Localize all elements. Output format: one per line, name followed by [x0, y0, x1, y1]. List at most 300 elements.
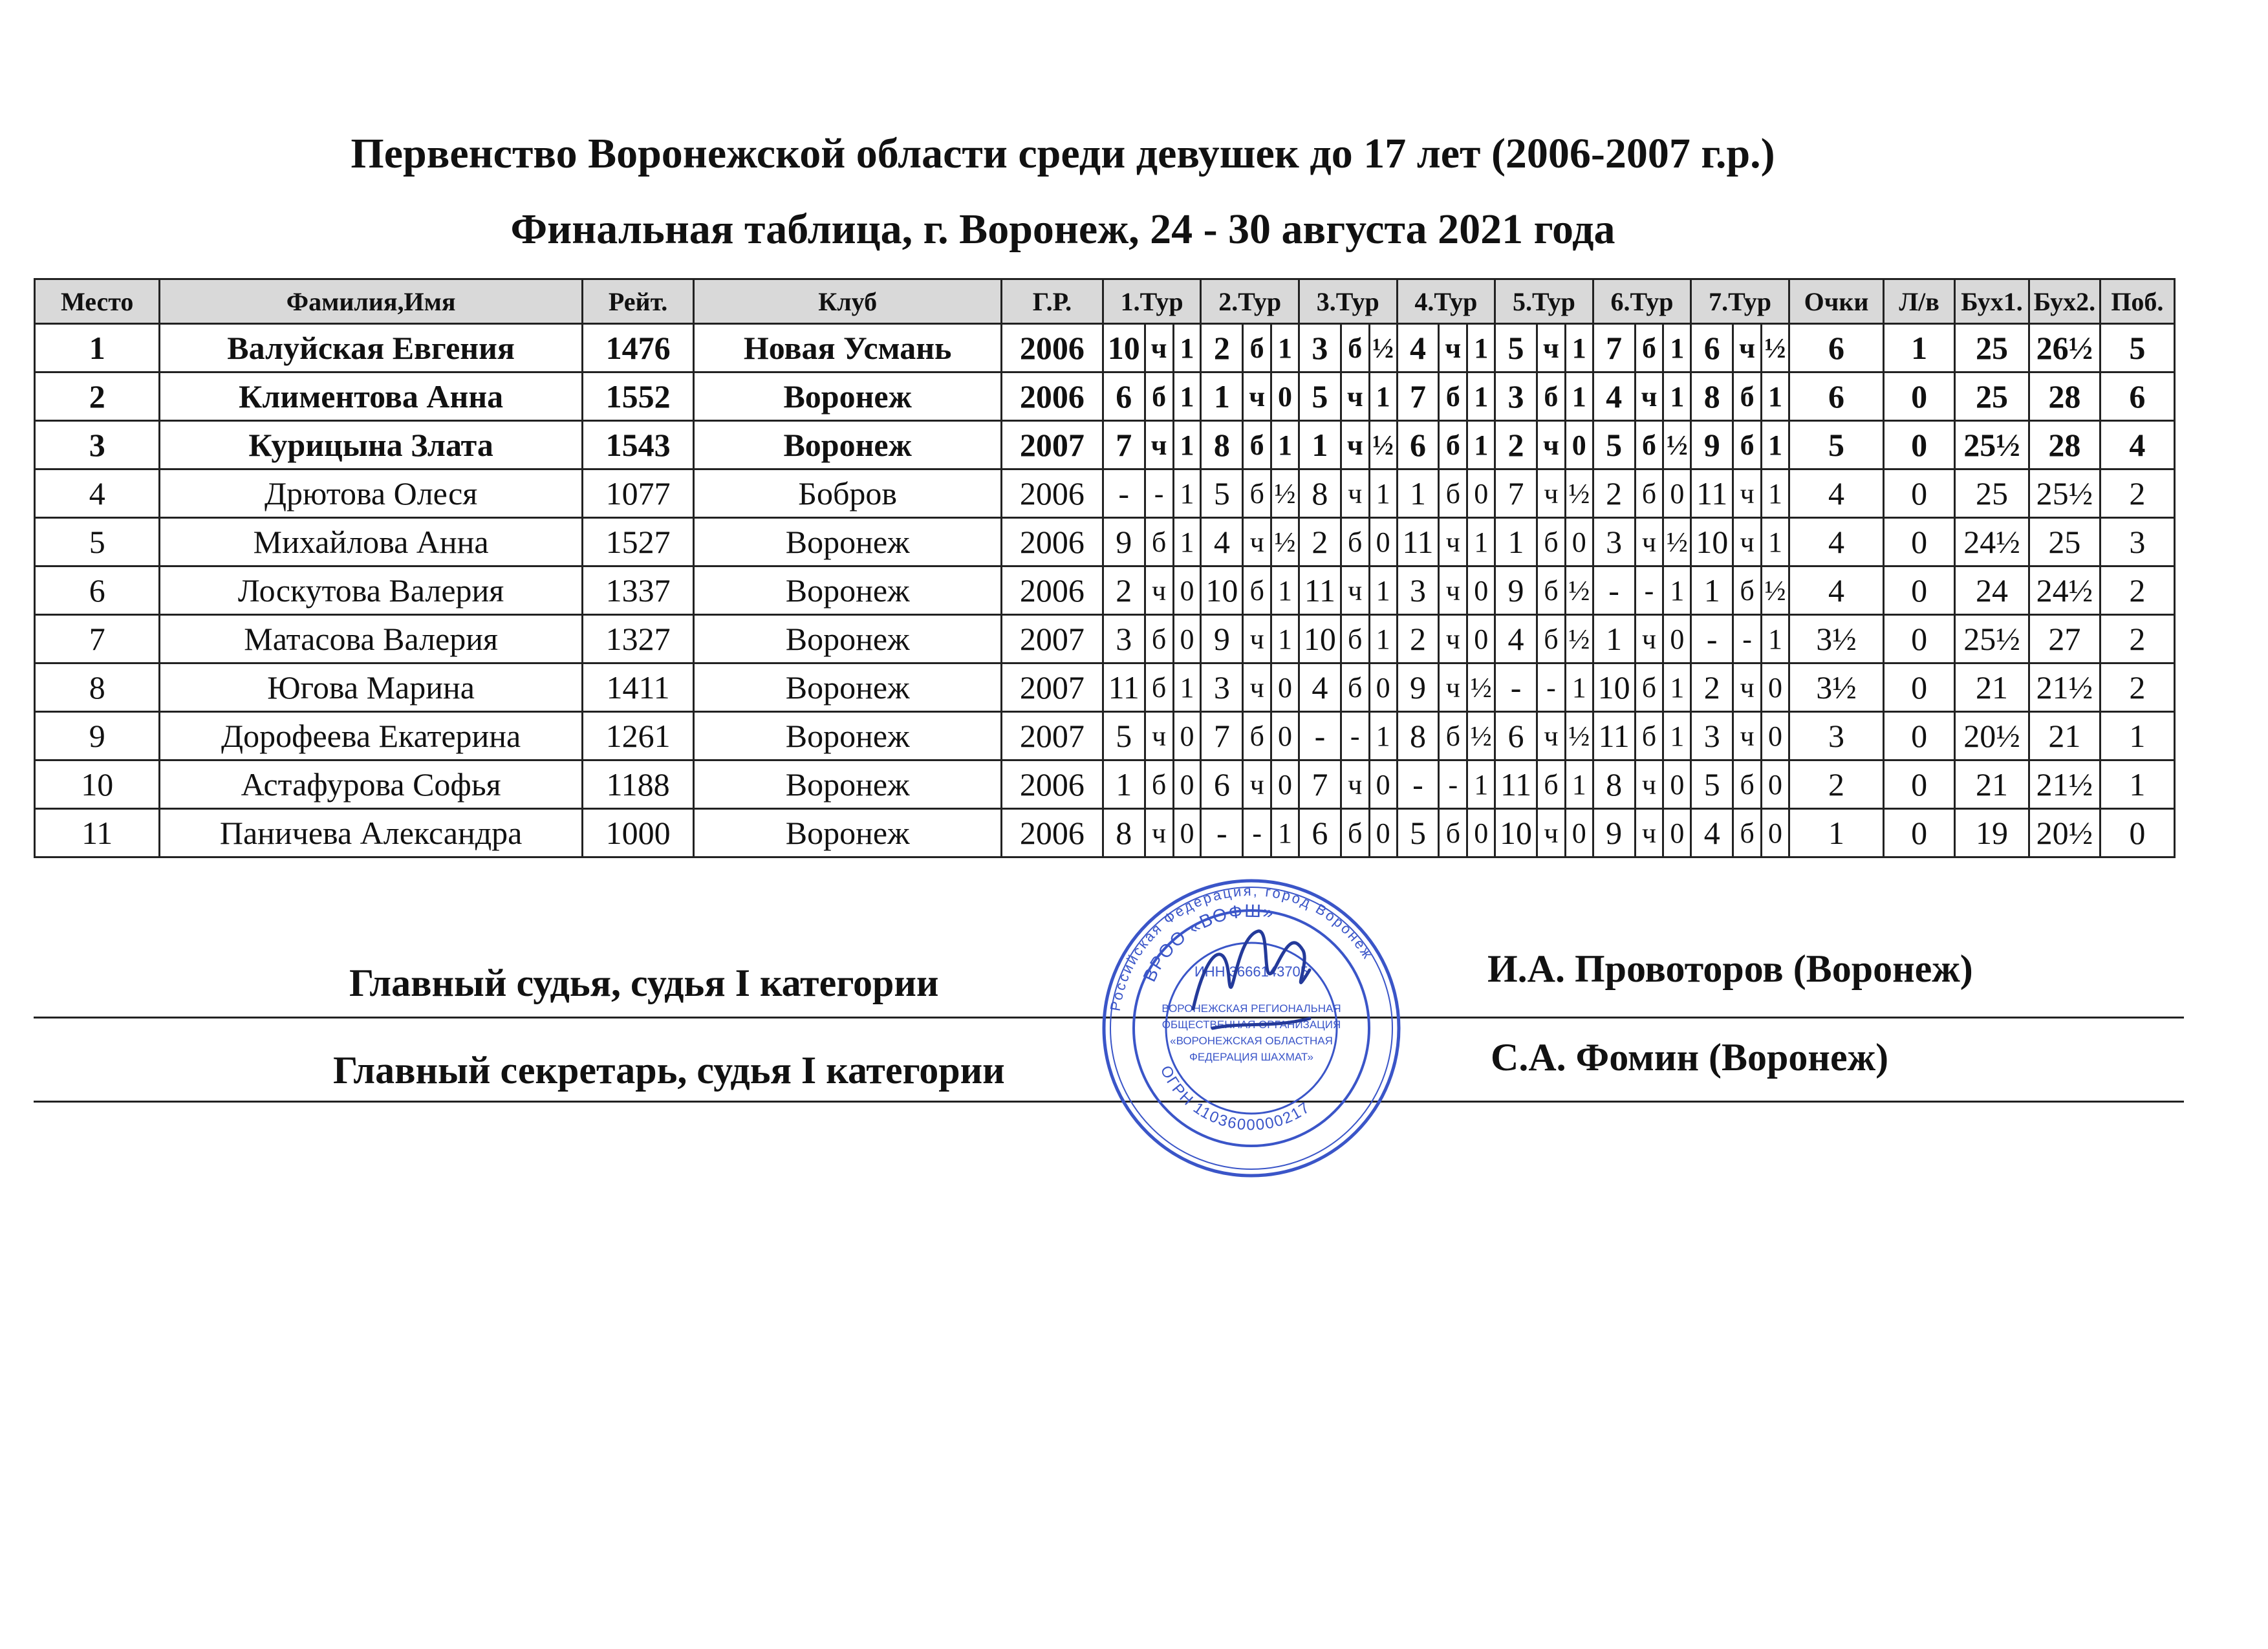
header-row	[35, 279, 2175, 324]
round-6-color-cell: б	[1635, 663, 1663, 712]
round-3-result-cell: 1	[1369, 372, 1397, 421]
round-5-color-cell: -	[1537, 663, 1565, 712]
round-3-result-cell: ½	[1369, 324, 1397, 372]
results-table	[34, 278, 2176, 858]
place-cell: 2	[35, 372, 160, 421]
round-4-color-cell: ч	[1439, 615, 1467, 663]
round-3-color-cell: ч	[1341, 566, 1369, 615]
buchholz2-cell: 20½	[2029, 809, 2101, 857]
round-1-color-cell: ч	[1145, 421, 1173, 469]
personal-encounter-cell: 0	[1884, 809, 1955, 857]
round-4-color-cell: ч	[1439, 518, 1467, 566]
round-6-opponent-cell: 8	[1593, 760, 1635, 809]
round-2-opponent-cell: 3	[1201, 663, 1243, 712]
round-3-result-cell: ½	[1369, 421, 1397, 469]
round-2-opponent-cell: 5	[1201, 469, 1243, 518]
player-name-cell: Дорофеева Екатерина	[160, 712, 582, 760]
round-5-opponent-cell: 2	[1495, 421, 1537, 469]
round-6-opponent-cell: 5	[1593, 421, 1635, 469]
column-header: 7.Тур	[1691, 279, 1789, 324]
round-1-result-cell: 1	[1173, 469, 1201, 518]
round-2-opponent-cell: -	[1201, 809, 1243, 857]
buchholz1-cell: 21	[1955, 760, 2029, 809]
round-4-color-cell: б	[1439, 372, 1467, 421]
wins-cell: 2	[2100, 663, 2174, 712]
round-2-result-cell: 1	[1271, 809, 1299, 857]
round-6-color-cell: ч	[1635, 615, 1663, 663]
round-7-opponent-cell: 1	[1691, 566, 1733, 615]
chief-judge-label: Главный судья, судья I категории	[349, 962, 939, 1004]
round-3-result-cell: 1	[1369, 469, 1397, 518]
club-cell: Воронеж	[694, 760, 1002, 809]
personal-encounter-cell: 0	[1884, 663, 1955, 712]
round-6-opponent-cell: 3	[1593, 518, 1635, 566]
round-5-color-cell: ч	[1537, 324, 1565, 372]
round-2-result-cell: 1	[1271, 324, 1299, 372]
round-3-color-cell: ч	[1341, 760, 1369, 809]
wins-cell: 5	[2100, 324, 2174, 372]
round-4-result-cell: 0	[1467, 615, 1495, 663]
round-1-opponent-cell: 8	[1103, 809, 1145, 857]
chief-judge-name: И.А. Провоторов (Воронеж)	[1487, 947, 1973, 990]
round-7-color-cell: ч	[1733, 518, 1762, 566]
personal-encounter-cell: 0	[1884, 518, 1955, 566]
round-5-opponent-cell: 5	[1495, 324, 1537, 372]
round-3-color-cell: б	[1341, 809, 1369, 857]
round-1-opponent-cell: 10	[1103, 324, 1145, 372]
round-1-result-cell: 0	[1173, 615, 1201, 663]
round-6-result-cell: 1	[1663, 566, 1691, 615]
round-2-color-cell: ч	[1243, 518, 1271, 566]
round-2-color-cell: ч	[1243, 615, 1271, 663]
round-2-opponent-cell: 8	[1201, 421, 1243, 469]
round-2-color-cell: -	[1243, 809, 1271, 857]
points-cell: 4	[1789, 469, 1883, 518]
buchholz1-cell: 25½	[1955, 615, 2029, 663]
player-name-cell: Паничева Александра	[160, 809, 582, 857]
column-header: Рейт.	[582, 279, 694, 324]
table-row	[35, 518, 2175, 566]
table-row	[35, 712, 2175, 760]
round-6-result-cell: 0	[1663, 469, 1691, 518]
personal-encounter-cell: 1	[1884, 324, 1955, 372]
round-5-result-cell: ½	[1565, 615, 1593, 663]
round-1-result-cell: 1	[1173, 421, 1201, 469]
player-name-cell: Климентова Анна	[160, 372, 582, 421]
round-4-opponent-cell: 9	[1397, 663, 1439, 712]
buchholz1-cell: 21	[1955, 663, 2029, 712]
personal-encounter-cell: 0	[1884, 712, 1955, 760]
round-7-color-cell: ч	[1733, 324, 1762, 372]
place-cell: 6	[35, 566, 160, 615]
player-name-cell: Матасова Валерия	[160, 615, 582, 663]
round-4-color-cell: б	[1439, 469, 1467, 518]
document-title: Первенство Воронежской области среди девушек до 17 лет (2006-2007 г.р.)	[351, 130, 1775, 177]
round-6-color-cell: ч	[1635, 760, 1663, 809]
round-2-opponent-cell: 1	[1201, 372, 1243, 421]
round-5-result-cell: 1	[1565, 663, 1593, 712]
round-3-opponent-cell: 6	[1299, 809, 1341, 857]
column-header: 5.Тур	[1495, 279, 1593, 324]
club-cell: Воронеж	[694, 663, 1002, 712]
round-7-result-cell: 0	[1762, 760, 1789, 809]
wins-cell: 2	[2100, 469, 2174, 518]
rating-cell: 1077	[582, 469, 694, 518]
round-5-opponent-cell: 10	[1495, 809, 1537, 857]
rating-cell: 1337	[582, 566, 694, 615]
round-4-result-cell: 0	[1467, 469, 1495, 518]
round-2-color-cell: ч	[1243, 372, 1271, 421]
club-cell: Воронеж	[694, 518, 1002, 566]
buchholz2-cell: 25	[2029, 518, 2101, 566]
points-cell: 1	[1789, 809, 1883, 857]
rating-cell: 1411	[582, 663, 694, 712]
birth-year-cell: 2006	[1002, 760, 1103, 809]
table-row	[35, 469, 2175, 518]
round-5-result-cell: 1	[1565, 760, 1593, 809]
round-4-result-cell: 1	[1467, 760, 1495, 809]
round-7-opponent-cell: 2	[1691, 663, 1733, 712]
round-3-color-cell: ч	[1341, 372, 1369, 421]
place-cell: 3	[35, 421, 160, 469]
club-cell: Воронеж	[694, 372, 1002, 421]
secretary-label: Главный секретарь, судья I категории	[333, 1049, 1005, 1092]
points-cell: 2	[1789, 760, 1883, 809]
column-header: Очки	[1789, 279, 1883, 324]
table-row	[35, 760, 2175, 809]
round-2-color-cell: б	[1243, 712, 1271, 760]
round-1-color-cell: б	[1145, 518, 1173, 566]
round-3-opponent-cell: -	[1299, 712, 1341, 760]
round-3-color-cell: ч	[1341, 421, 1369, 469]
round-3-opponent-cell: 3	[1299, 324, 1341, 372]
place-cell: 10	[35, 760, 160, 809]
round-2-result-cell: 1	[1271, 566, 1299, 615]
round-3-color-cell: ч	[1341, 469, 1369, 518]
club-cell: Воронеж	[694, 809, 1002, 857]
stamp-outer-text: Российская Федерация, город Воронеж	[1107, 882, 1377, 1013]
personal-encounter-cell: 0	[1884, 372, 1955, 421]
round-6-opponent-cell: 7	[1593, 324, 1635, 372]
stamp-center-line-3: «ВОРОНЕЖСКАЯ ОБЛАСТНАЯ	[1170, 1035, 1333, 1047]
round-2-opponent-cell: 4	[1201, 518, 1243, 566]
round-1-result-cell: 1	[1173, 518, 1201, 566]
round-2-color-cell: ч	[1243, 760, 1271, 809]
rating-cell: 1261	[582, 712, 694, 760]
round-5-opponent-cell: 4	[1495, 615, 1537, 663]
round-6-color-cell: ч	[1635, 809, 1663, 857]
round-4-opponent-cell: 1	[1397, 469, 1439, 518]
round-6-color-cell: б	[1635, 712, 1663, 760]
round-7-opponent-cell: 3	[1691, 712, 1733, 760]
round-3-opponent-cell: 11	[1299, 566, 1341, 615]
stamp-inn: ИНН 3666143705	[1194, 964, 1309, 980]
round-1-color-cell: -	[1145, 469, 1173, 518]
round-1-color-cell: ч	[1145, 712, 1173, 760]
round-4-result-cell: ½	[1467, 712, 1495, 760]
round-4-opponent-cell: 8	[1397, 712, 1439, 760]
place-cell: 7	[35, 615, 160, 663]
table-row	[35, 663, 2175, 712]
personal-encounter-cell: 0	[1884, 469, 1955, 518]
round-3-result-cell: 0	[1369, 518, 1397, 566]
table-row	[35, 809, 2175, 857]
round-4-color-cell: -	[1439, 760, 1467, 809]
round-5-color-cell: ч	[1537, 421, 1565, 469]
round-3-color-cell: б	[1341, 615, 1369, 663]
buchholz1-cell: 24	[1955, 566, 2029, 615]
personal-encounter-cell: 0	[1884, 760, 1955, 809]
round-7-result-cell: ½	[1762, 566, 1789, 615]
rating-cell: 1327	[582, 615, 694, 663]
points-cell: 6	[1789, 324, 1883, 372]
round-4-result-cell: 1	[1467, 421, 1495, 469]
table-row	[35, 372, 2175, 421]
round-1-result-cell: 1	[1173, 324, 1201, 372]
round-6-color-cell: б	[1635, 421, 1663, 469]
round-5-opponent-cell: 6	[1495, 712, 1537, 760]
round-2-result-cell: 0	[1271, 760, 1299, 809]
round-1-opponent-cell: 9	[1103, 518, 1145, 566]
round-6-color-cell: ч	[1635, 372, 1663, 421]
points-cell: 3½	[1789, 663, 1883, 712]
club-cell: Воронеж	[694, 615, 1002, 663]
round-5-opponent-cell: 9	[1495, 566, 1537, 615]
round-5-color-cell: б	[1537, 760, 1565, 809]
points-cell: 5	[1789, 421, 1883, 469]
column-header: Место	[35, 279, 160, 324]
birth-year-cell: 2006	[1002, 469, 1103, 518]
wins-cell: 2	[2100, 615, 2174, 663]
place-cell: 1	[35, 324, 160, 372]
birth-year-cell: 2007	[1002, 712, 1103, 760]
round-3-result-cell: 0	[1369, 760, 1397, 809]
round-5-result-cell: 0	[1565, 518, 1593, 566]
stamp-center-line-4: ФЕДЕРАЦИЯ ШАХМАТ»	[1189, 1051, 1313, 1063]
round-5-color-cell: ч	[1537, 469, 1565, 518]
round-1-color-cell: ч	[1145, 566, 1173, 615]
personal-encounter-cell: 0	[1884, 566, 1955, 615]
round-7-result-cell: 1	[1762, 421, 1789, 469]
points-cell: 3½	[1789, 615, 1883, 663]
player-name-cell: Валуйская Евгения	[160, 324, 582, 372]
round-2-result-cell: 0	[1271, 372, 1299, 421]
table-row	[35, 421, 2175, 469]
round-2-result-cell: 0	[1271, 712, 1299, 760]
round-4-opponent-cell: 5	[1397, 809, 1439, 857]
wins-cell: 1	[2100, 712, 2174, 760]
round-1-result-cell: 0	[1173, 566, 1201, 615]
round-7-color-cell: -	[1733, 615, 1762, 663]
place-cell: 5	[35, 518, 160, 566]
round-5-opponent-cell: 11	[1495, 760, 1537, 809]
round-6-opponent-cell: 9	[1593, 809, 1635, 857]
club-cell: Новая Усмань	[694, 324, 1002, 372]
column-header: Поб.	[2100, 279, 2174, 324]
round-6-result-cell: ½	[1663, 518, 1691, 566]
round-7-color-cell: б	[1733, 809, 1762, 857]
buchholz2-cell: 28	[2029, 421, 2101, 469]
round-6-result-cell: ½	[1663, 421, 1691, 469]
round-7-result-cell: ½	[1762, 324, 1789, 372]
round-6-result-cell: 1	[1663, 712, 1691, 760]
round-5-result-cell: 0	[1565, 809, 1593, 857]
buchholz1-cell: 25	[1955, 324, 2029, 372]
round-6-opponent-cell: 10	[1593, 663, 1635, 712]
stamp-center-line-2: ОБЩЕСТВЕННАЯ ОРГАНИЗАЦИЯ	[1161, 1018, 1341, 1031]
round-7-opponent-cell: 8	[1691, 372, 1733, 421]
birth-year-cell: 2006	[1002, 324, 1103, 372]
column-header: Бух1.	[1955, 279, 2029, 324]
round-6-color-cell: ч	[1635, 518, 1663, 566]
buchholz2-cell: 21½	[2029, 760, 2101, 809]
round-7-opponent-cell: 9	[1691, 421, 1733, 469]
stamp-ogrn: ОГРН 1103600000217	[1156, 1062, 1314, 1134]
rating-cell: 1000	[582, 809, 694, 857]
round-4-opponent-cell: 11	[1397, 518, 1439, 566]
round-1-color-cell: ч	[1145, 324, 1173, 372]
buchholz1-cell: 25	[1955, 469, 2029, 518]
column-header: Л/в	[1884, 279, 1955, 324]
round-7-color-cell: б	[1733, 760, 1762, 809]
round-1-opponent-cell: -	[1103, 469, 1145, 518]
round-2-result-cell: 0	[1271, 663, 1299, 712]
round-3-result-cell: 0	[1369, 809, 1397, 857]
round-1-color-cell: б	[1145, 372, 1173, 421]
round-4-result-cell: 0	[1467, 809, 1495, 857]
round-5-opponent-cell: 3	[1495, 372, 1537, 421]
secretary-name: С.А. Фомин (Воронеж)	[1491, 1036, 1889, 1079]
round-2-opponent-cell: 10	[1201, 566, 1243, 615]
round-3-opponent-cell: 1	[1299, 421, 1341, 469]
round-3-color-cell: б	[1341, 518, 1369, 566]
official-stamp	[1096, 873, 1407, 1183]
round-7-result-cell: 0	[1762, 663, 1789, 712]
round-4-color-cell: б	[1439, 421, 1467, 469]
stamp-org-short: ВРОО «ВОФШ»	[1139, 900, 1277, 985]
round-2-opponent-cell: 9	[1201, 615, 1243, 663]
round-7-color-cell: ч	[1733, 469, 1762, 518]
round-2-opponent-cell: 2	[1201, 324, 1243, 372]
column-header: 1.Тур	[1103, 279, 1201, 324]
place-cell: 8	[35, 663, 160, 712]
round-4-opponent-cell: 4	[1397, 324, 1439, 372]
place-cell: 9	[35, 712, 160, 760]
round-5-result-cell: 1	[1565, 324, 1593, 372]
round-1-opponent-cell: 1	[1103, 760, 1145, 809]
table-row	[35, 566, 2175, 615]
place-cell: 11	[35, 809, 160, 857]
round-7-result-cell: 1	[1762, 372, 1789, 421]
place-cell: 4	[35, 469, 160, 518]
round-5-color-cell: ч	[1537, 809, 1565, 857]
column-header: Бух2.	[2029, 279, 2101, 324]
round-5-opponent-cell: 1	[1495, 518, 1537, 566]
round-7-opponent-cell: -	[1691, 615, 1733, 663]
round-2-color-cell: б	[1243, 566, 1271, 615]
buchholz2-cell: 25½	[2029, 469, 2101, 518]
birth-year-cell: 2007	[1002, 421, 1103, 469]
wins-cell: 2	[2100, 566, 2174, 615]
round-4-color-cell: б	[1439, 809, 1467, 857]
round-5-result-cell: 1	[1565, 372, 1593, 421]
wins-cell: 0	[2100, 809, 2174, 857]
rating-cell: 1543	[582, 421, 694, 469]
round-1-opponent-cell: 5	[1103, 712, 1145, 760]
rating-cell: 1527	[582, 518, 694, 566]
round-6-opponent-cell: 1	[1593, 615, 1635, 663]
round-3-opponent-cell: 4	[1299, 663, 1341, 712]
round-6-result-cell: 1	[1663, 663, 1691, 712]
points-cell: 6	[1789, 372, 1883, 421]
table-body	[35, 324, 2175, 857]
points-cell: 4	[1789, 518, 1883, 566]
round-3-opponent-cell: 7	[1299, 760, 1341, 809]
round-1-result-cell: 1	[1173, 372, 1201, 421]
round-2-color-cell: б	[1243, 421, 1271, 469]
rating-cell: 1552	[582, 372, 694, 421]
buchholz2-cell: 27	[2029, 615, 2101, 663]
round-6-result-cell: 0	[1663, 809, 1691, 857]
round-5-color-cell: б	[1537, 566, 1565, 615]
round-3-result-cell: 1	[1369, 615, 1397, 663]
buchholz2-cell: 21½	[2029, 663, 2101, 712]
round-6-opponent-cell: 4	[1593, 372, 1635, 421]
round-4-opponent-cell: -	[1397, 760, 1439, 809]
personal-encounter-cell: 0	[1884, 421, 1955, 469]
round-3-opponent-cell: 10	[1299, 615, 1341, 663]
round-4-color-cell: б	[1439, 712, 1467, 760]
round-2-color-cell: б	[1243, 324, 1271, 372]
birth-year-cell: 2007	[1002, 663, 1103, 712]
stamp-center-line-1: ВОРОНЕЖСКАЯ РЕГИОНАЛЬНАЯ	[1161, 1002, 1341, 1015]
buchholz1-cell: 25½	[1955, 421, 2029, 469]
round-2-result-cell: ½	[1271, 518, 1299, 566]
column-header: 6.Тур	[1593, 279, 1691, 324]
table-row	[35, 324, 2175, 372]
round-2-color-cell: ч	[1243, 663, 1271, 712]
birth-year-cell: 2006	[1002, 372, 1103, 421]
round-6-color-cell: б	[1635, 469, 1663, 518]
round-2-color-cell: б	[1243, 469, 1271, 518]
points-cell: 3	[1789, 712, 1883, 760]
buchholz1-cell: 19	[1955, 809, 2029, 857]
player-name-cell: Курицына Злата	[160, 421, 582, 469]
round-3-result-cell: 0	[1369, 663, 1397, 712]
round-3-result-cell: 1	[1369, 566, 1397, 615]
round-7-opponent-cell: 5	[1691, 760, 1733, 809]
round-1-opponent-cell: 6	[1103, 372, 1145, 421]
column-header: 2.Тур	[1201, 279, 1299, 324]
round-4-result-cell: 1	[1467, 324, 1495, 372]
round-5-color-cell: б	[1537, 518, 1565, 566]
club-cell: Бобров	[694, 469, 1002, 518]
round-3-opponent-cell: 5	[1299, 372, 1341, 421]
round-1-result-cell: 0	[1173, 809, 1201, 857]
round-3-color-cell: б	[1341, 324, 1369, 372]
round-7-color-cell: ч	[1733, 712, 1762, 760]
round-4-opponent-cell: 3	[1397, 566, 1439, 615]
player-name-cell: Михайлова Анна	[160, 518, 582, 566]
round-4-result-cell: ½	[1467, 663, 1495, 712]
round-6-result-cell: 0	[1663, 615, 1691, 663]
round-4-color-cell: ч	[1439, 663, 1467, 712]
player-name-cell: Дрютова Олеся	[160, 469, 582, 518]
birth-year-cell: 2007	[1002, 615, 1103, 663]
round-1-result-cell: 0	[1173, 760, 1201, 809]
buchholz2-cell: 24½	[2029, 566, 2101, 615]
round-6-color-cell: -	[1635, 566, 1663, 615]
